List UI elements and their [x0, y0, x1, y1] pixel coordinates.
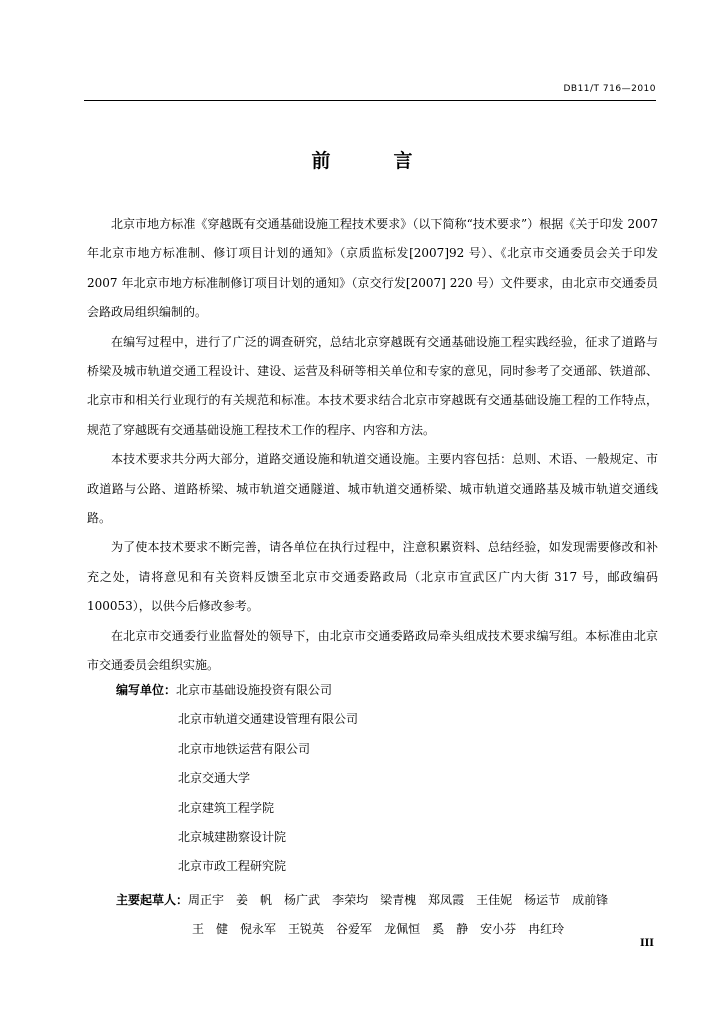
editing-unit: 北京市政工程研究院: [178, 859, 287, 874]
drafter-name: 龙佩恒: [384, 922, 421, 937]
drafters-row-2: [116, 915, 676, 944]
drafter-name: 李荣均: [332, 892, 369, 907]
drafter-name: 杨运节: [524, 892, 561, 907]
editing-unit: 北京市地铁运营有限公司: [178, 741, 311, 756]
paragraph-1: 北京市地方标准《穿越既有交通基础设施工程技术要求》（以下简称“技术要求”）根据《关于印发 2007 年北京市地方标准制、修订项目计划的通知》（京质监标发[2007]92 号）、《北京市交通委员会关于印发 2007 年北京市地方标准制修订项目计划的通知》（京交行发[2007] 220 号）文件要求，由北京市交通委员会路政局组织编制的。: [87, 217, 658, 320]
editing-unit-row: [116, 676, 676, 705]
editing-units-label: 编写单位：: [116, 683, 177, 697]
paragraph-2: 在编写过程中，进行了广泛的调查研究，总结北京穿越既有交通基础设施工程实践经验，征求了道路与桥梁及城市轨道交通工程设计、建设、运营及科研等相关单位和专家的意见，同时参考了交通部、铁道部、北京市和相关行业现行的有关规范和标准。本技术要求结合北京市穿越既有交通基础设施工程的工作特点，规范了穿越既有交通基础设施工程技术工作的程序、内容和方法。: [87, 334, 658, 437]
drafters-row-1: [116, 886, 676, 915]
drafter-name: 姜 帆: [236, 892, 273, 907]
page-number: III: [639, 938, 654, 949]
drafter-name: 王锐英: [288, 922, 325, 937]
foreword-body: [87, 210, 658, 681]
page-title: 前 言: [311, 150, 435, 172]
drafter-name: 王佳妮: [476, 892, 513, 907]
drafters-label: 主要起草人：: [116, 892, 189, 907]
drafter-name: 梁青槐: [380, 892, 417, 907]
drafter-name: 成前锋: [572, 892, 609, 907]
paragraph-5: 在北京市交通委行业监督处的领导下，由北京市交通委路政局牵头组成技术要求编写组。本标准由北京市交通委员会组织实施。: [87, 628, 658, 673]
drafter-name: 倪永军: [240, 922, 277, 937]
drafter-name: 冉红玲: [528, 922, 565, 937]
editing-unit: 北京交通大学: [178, 771, 251, 786]
paragraph-4: 为了使本技术要求不断完善，请各单位在执行过程中，注意积累资料、总结经验，如发现需要修改和补充之处，请将意见和有关资料反馈至北京市交通委路政局（北京市宣武区广内大街 317 号，邮政编码 100053），以供今后修改参考。: [87, 540, 658, 614]
editing-unit: 北京建筑工程学院: [178, 800, 275, 815]
drafter-name: 周正宇: [188, 892, 225, 907]
drafter-name: 安小芬: [480, 922, 517, 937]
editing-unit: 北京市基础设施投资有限公司: [176, 683, 333, 697]
header-rule: [84, 100, 656, 101]
editing-unit: 北京城建勘察设计院: [178, 830, 287, 845]
standard-code: DB11/T 716—2010: [563, 84, 656, 94]
editing-unit: 北京市轨道交通建设管理有限公司: [178, 712, 359, 727]
drafter-name: 郑凤霞: [428, 892, 465, 907]
drafter-name: 谷爱军: [336, 922, 373, 937]
drafter-name: 杨广武: [284, 892, 321, 907]
paragraph-3: 本技术要求共分两大部分，道路交通设施和轨道交通设施。主要内容包括：总则、术语、一般规定、市政道路与公路、道路桥梁、城市轨道交通隧道、城市轨道交通桥梁、城市轨道交通路基及城市轨道交通线路。: [87, 452, 658, 526]
credits-block: [116, 676, 676, 945]
drafter-name: 王 健: [192, 922, 229, 937]
drafter-name: 奚 静: [432, 922, 469, 937]
